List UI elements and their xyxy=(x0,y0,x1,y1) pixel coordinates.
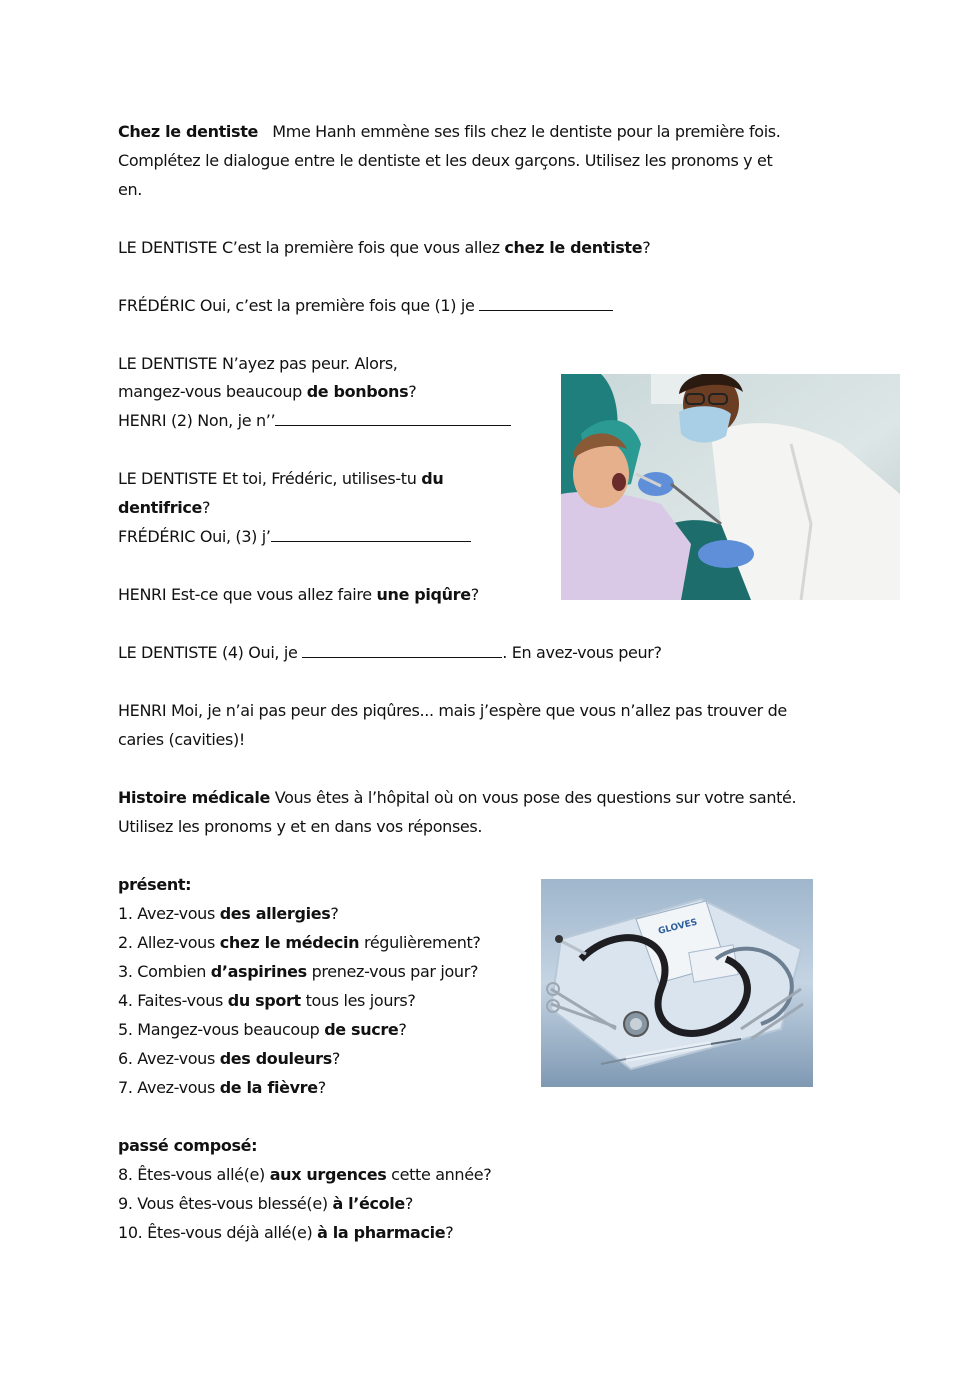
question-item xyxy=(118,1048,340,1070)
dialogue-text: Oui, c’est la première fois que (1) je xyxy=(199,296,475,315)
dialogue-dentiste-2-cont xyxy=(118,381,416,403)
question-text: 2. Allez-vous xyxy=(118,933,215,952)
question-bold: des douleurs xyxy=(219,1049,332,1068)
intro-line-3: en. xyxy=(118,180,143,199)
answer-blank-3[interactable] xyxy=(271,527,471,542)
dialogue-dentiste-3 xyxy=(118,468,443,490)
present-heading xyxy=(118,874,191,896)
question-text: 8. Êtes-vous allé(e) xyxy=(118,1165,265,1184)
question-text-end: cette année? xyxy=(391,1165,492,1184)
question-item xyxy=(118,961,478,983)
histoire-line-1 xyxy=(118,787,796,809)
dialogue-bold: une piqûre xyxy=(376,585,471,604)
dialogue-text: Est-ce que vous allez faire xyxy=(170,585,372,604)
dialogue-dentiste-4 xyxy=(118,642,662,664)
question-bold: à la pharmacie xyxy=(317,1223,446,1242)
question-item xyxy=(118,932,481,954)
dialogue-punct: ? xyxy=(408,382,417,401)
answer-blank-4[interactable] xyxy=(302,643,502,658)
question-punct: ? xyxy=(445,1223,454,1242)
dialogue-text: mangez-vous beaucoup xyxy=(118,382,302,401)
dialogue-text: (2) Non, je n’’ xyxy=(170,411,276,430)
question-text-end: régulièrement? xyxy=(363,933,481,952)
dialogue-punct: ? xyxy=(642,238,651,257)
speaker-label: LE DENTISTE xyxy=(118,643,218,662)
dialogue-text: N’ayez pas peur. Alors, xyxy=(221,354,398,373)
question-text: 10. Êtes-vous déjà allé(e) xyxy=(118,1223,313,1242)
question-bold: d’aspirines xyxy=(210,962,307,981)
question-bold: à l’école xyxy=(332,1194,405,1213)
dialogue-henri-3-cont: caries (cavities)! xyxy=(118,730,245,749)
question-text: 3. Combien xyxy=(118,962,206,981)
dialogue-bold: de bonbons xyxy=(306,382,409,401)
question-item xyxy=(118,1222,453,1244)
question-bold: de la fièvre xyxy=(219,1078,318,1097)
dialogue-text: Oui, (3) j’ xyxy=(199,527,271,546)
dialogue-bold: du xyxy=(421,469,444,488)
dialogue-bold: chez le dentiste xyxy=(504,238,643,257)
passe-heading-text: passé composé: xyxy=(118,1136,258,1155)
question-item xyxy=(118,903,339,925)
question-bold: du sport xyxy=(227,991,301,1010)
histoire-text: Vous êtes à l’hôpital où on vous pose des questions sur votre santé. xyxy=(274,788,797,807)
speaker-label: HENRI xyxy=(118,411,167,430)
medical-instruments-photo xyxy=(541,879,813,1087)
dialogue-bold: dentifrice xyxy=(118,498,203,517)
section-title-dentiste: Chez le dentiste xyxy=(118,122,259,141)
passe-heading xyxy=(118,1135,257,1157)
question-text-end: prenez-vous par jour? xyxy=(311,962,479,981)
speaker-label: FRÉDÉRIC xyxy=(118,527,196,546)
dialogue-henri-3 xyxy=(118,700,787,722)
speaker-label: FRÉDÉRIC xyxy=(118,296,196,315)
dialogue-henri-2 xyxy=(118,584,479,606)
speaker-label: LE DENTISTE xyxy=(118,354,218,373)
question-text: 5. Mangez-vous beaucoup xyxy=(118,1020,320,1039)
dialogue-frederic-2 xyxy=(118,526,471,548)
histoire-line-2: Utilisez les pronoms y et en dans vos réponses. xyxy=(118,817,483,836)
dialogue-text: . En avez-vous peur? xyxy=(502,643,662,662)
speaker-label: LE DENTISTE xyxy=(118,469,218,488)
question-punct: ? xyxy=(398,1020,407,1039)
dialogue-dentiste-3-cont xyxy=(118,497,210,519)
intro-text-1: Mme Hanh emmène ses fils chez le dentiste pour la première fois. xyxy=(272,122,781,141)
question-text: 6. Avez-vous xyxy=(118,1049,215,1068)
dialogue-punct: ? xyxy=(202,498,211,517)
dentist-photo xyxy=(561,374,900,600)
answer-blank-1[interactable] xyxy=(479,296,613,311)
answer-blank-2[interactable] xyxy=(275,411,511,426)
question-bold: des allergies xyxy=(219,904,331,923)
question-item xyxy=(118,1193,413,1215)
question-text: 7. Avez-vous xyxy=(118,1078,215,1097)
question-punct: ? xyxy=(404,1194,414,1213)
question-punct: ? xyxy=(330,904,339,923)
intro-line-1 xyxy=(118,121,781,143)
question-bold: de sucre xyxy=(324,1020,399,1039)
question-item xyxy=(118,1019,407,1041)
section-title-histoire: Histoire médicale xyxy=(118,788,270,807)
gloves-box-label: GLOVES xyxy=(657,917,699,937)
dialogue-henri-1 xyxy=(118,410,511,432)
speaker-label: LE DENTISTE xyxy=(118,238,218,257)
dialogue-dentiste-2 xyxy=(118,353,398,375)
question-bold: chez le médecin xyxy=(219,933,360,952)
question-item xyxy=(118,1077,326,1099)
present-heading-text: présent: xyxy=(118,875,192,894)
question-text: 1. Avez-vous xyxy=(118,904,215,923)
question-text-end: tous les jours? xyxy=(305,991,416,1010)
dialogue-text: Et toi, Frédéric, utilises-tu xyxy=(221,469,417,488)
dialogue-text: (4) Oui, je xyxy=(221,643,298,662)
dialogue-dentiste-1 xyxy=(118,237,650,259)
dialogue-text: Moi, je n’ai pas peur des piqûres... mais j’espère que vous n’allez pas trouver de xyxy=(170,701,787,720)
speaker-label: HENRI xyxy=(118,701,167,720)
dialogue-frederic-1 xyxy=(118,295,613,317)
speaker-label: HENRI xyxy=(118,585,167,604)
question-item xyxy=(118,1164,491,1186)
intro-line-2: Complétez le dialogue entre le dentiste et les deux garçons. Utilisez les pronoms y et xyxy=(118,151,773,170)
question-punct: ? xyxy=(317,1078,326,1097)
question-punct: ? xyxy=(331,1049,341,1068)
dialogue-punct: ? xyxy=(470,585,479,604)
dialogue-text: C’est la première fois que vous allez xyxy=(221,238,500,257)
question-text: 4. Faites-vous xyxy=(118,991,223,1010)
question-bold: aux urgences xyxy=(269,1165,387,1184)
question-item xyxy=(118,990,415,1012)
question-text: 9. Vous êtes-vous blessé(e) xyxy=(118,1194,328,1213)
